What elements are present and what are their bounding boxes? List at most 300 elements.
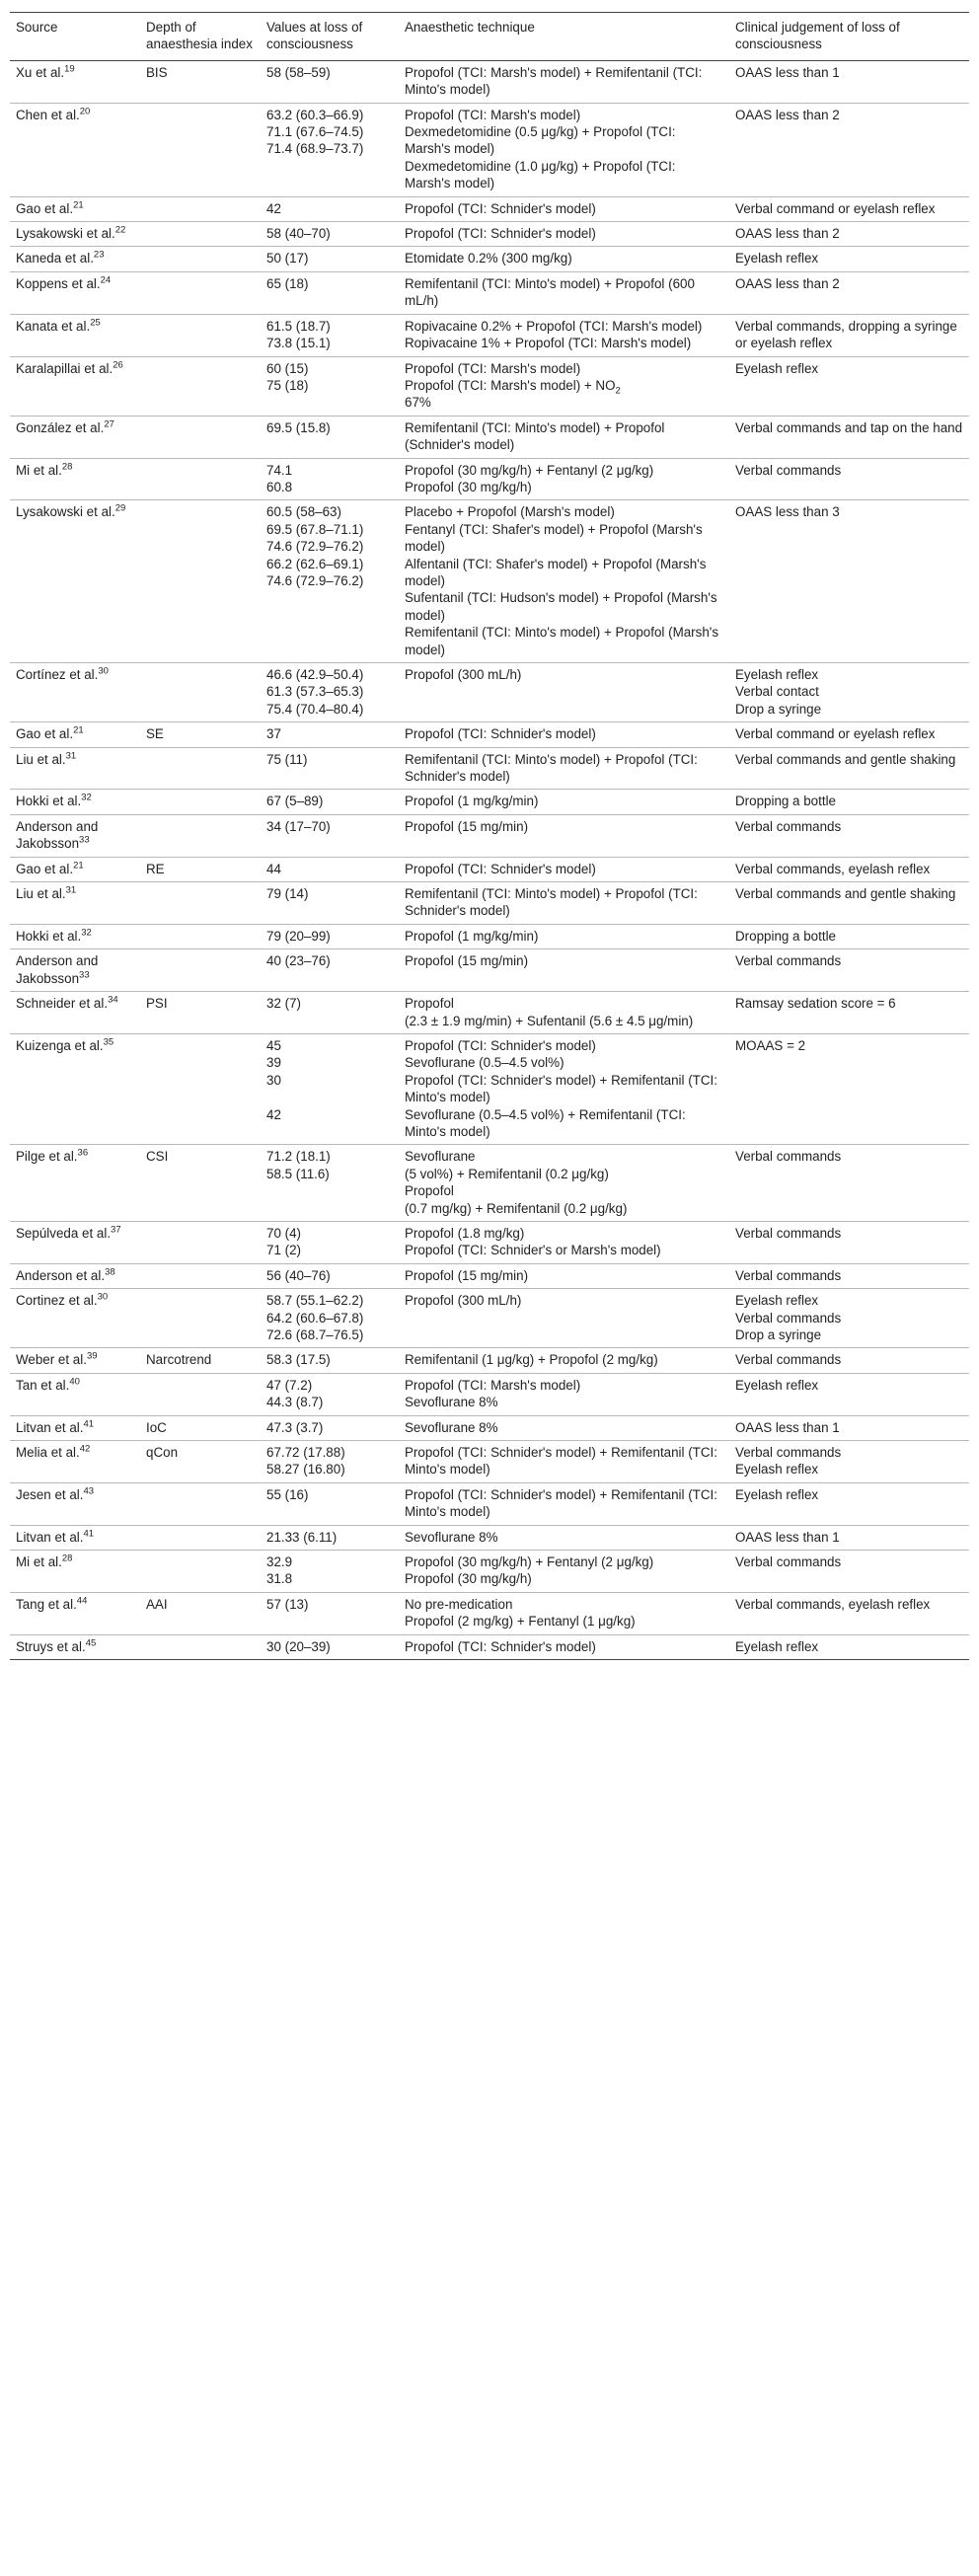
cell-judgement xyxy=(729,1145,969,1222)
cell-values xyxy=(261,500,399,663)
cell-source xyxy=(10,1145,140,1222)
technique-line: Propofol (15 mg/min) xyxy=(405,818,529,834)
cell-values xyxy=(261,814,399,857)
source-name: Weber et al. xyxy=(16,1352,87,1368)
cell-index xyxy=(140,747,261,790)
cell-judgement xyxy=(729,196,969,221)
reference-number: 27 xyxy=(104,418,114,430)
technique-line: Fentanyl (TCI: Shafer's model) + Propofol (Marsh's model) xyxy=(405,521,703,555)
cell-judgement xyxy=(729,663,969,722)
reference-number: 36 xyxy=(77,1147,89,1159)
header-judgement: Clinical judgement of loss of consciousness xyxy=(729,13,969,61)
technique-line: Propofol (TCI: Marsh's model) xyxy=(405,360,581,376)
table-row xyxy=(10,1551,969,1593)
cell-index xyxy=(140,790,261,814)
cell-index xyxy=(140,1525,261,1550)
judgement-line: Dropping a bottle xyxy=(735,794,836,809)
cell-values xyxy=(261,1348,399,1373)
table-row xyxy=(10,790,969,814)
value-line: 64.2 (60.6–67.8) xyxy=(266,1310,364,1326)
cell-source xyxy=(10,103,140,196)
cell-judgement xyxy=(729,722,969,747)
value-line: 56 (40–76) xyxy=(266,1267,331,1283)
technique-line: Propofol (TCI: Schnider's model) + Remifentanil (TCI: Minto's model) xyxy=(405,1445,717,1477)
cell-technique xyxy=(399,247,729,271)
value-line: 71 (2) xyxy=(266,1243,301,1258)
cell-judgement xyxy=(729,1033,969,1144)
cell-values xyxy=(261,1289,399,1348)
value-line: 47 (7.2) xyxy=(266,1377,313,1393)
cell-values xyxy=(261,1415,399,1440)
technique-line: Sevoflurane 8% xyxy=(405,1529,498,1545)
cell-index xyxy=(140,1221,261,1263)
technique-line: Propofol (TCI: Marsh's model) xyxy=(405,107,581,122)
technique-line: Remifentanil (TCI: Minto's model) + Propofol (600 mL/h) xyxy=(405,275,695,309)
cell-index xyxy=(140,103,261,196)
cell-technique xyxy=(399,271,729,314)
technique-line: 67% xyxy=(405,395,431,411)
cell-index xyxy=(140,663,261,722)
source-name: Gao et al. xyxy=(16,726,74,742)
cell-values xyxy=(261,314,399,356)
cell-judgement xyxy=(729,992,969,1034)
cell-index xyxy=(140,1263,261,1288)
cell-source xyxy=(10,857,140,881)
cell-index xyxy=(140,924,261,948)
value-line: 71.2 (18.1) xyxy=(266,1149,331,1165)
cell-judgement xyxy=(729,1441,969,1483)
value-line: 44.3 (8.7) xyxy=(266,1395,324,1410)
judgement-line: Verbal commands and gentle shaking xyxy=(735,886,956,902)
judgement-line: OAAS less than 1 xyxy=(735,1529,840,1545)
cell-judgement xyxy=(729,1373,969,1415)
cell-technique xyxy=(399,747,729,790)
value-line: 55 (16) xyxy=(266,1486,309,1502)
cell-technique xyxy=(399,222,729,247)
value-line: 67 (5–89) xyxy=(266,794,324,809)
cell-source xyxy=(10,458,140,500)
value-line: 46.6 (42.9–50.4) xyxy=(266,667,364,682)
value-line: 21.33 (6.11) xyxy=(266,1529,338,1545)
source-name: Tan et al. xyxy=(16,1377,70,1393)
cell-values xyxy=(261,458,399,500)
value-line: 70 (4) xyxy=(266,1225,301,1241)
cell-index: qCon xyxy=(140,1441,261,1483)
technique-line: Propofol (TCI: Schnider's model) xyxy=(405,861,596,876)
table-row xyxy=(10,222,969,247)
cell-values xyxy=(261,882,399,925)
reference-number: 25 xyxy=(90,317,101,329)
reference-number: 32 xyxy=(81,927,92,939)
cell-judgement xyxy=(729,1415,969,1440)
value-line: 32.9 xyxy=(266,1554,293,1570)
technique-line: Propofol (30 mg/kg/h) xyxy=(405,1571,532,1587)
source-name: Liu et al. xyxy=(16,886,66,902)
cell-index xyxy=(140,196,261,221)
cell-source xyxy=(10,247,140,271)
cell-values xyxy=(261,992,399,1034)
table-row xyxy=(10,1348,969,1373)
reference-number: 43 xyxy=(83,1485,95,1497)
cell-values xyxy=(261,222,399,247)
table-row xyxy=(10,992,969,1034)
technique-line: Propofol (300 mL/h) xyxy=(405,1293,522,1309)
technique-line: Sevoflurane (0.5–4.5 vol%) xyxy=(405,1055,565,1071)
technique-line: Placebo + Propofol (Marsh's model) xyxy=(405,504,615,520)
cell-technique xyxy=(399,1525,729,1550)
value-line: 44 xyxy=(266,861,281,876)
judgement-line: Eyelash reflex xyxy=(735,1293,819,1309)
technique-line: Propofol (TCI: Marsh's model) xyxy=(405,1377,581,1393)
technique-line: Sevoflurane xyxy=(405,1149,476,1165)
cell-judgement xyxy=(729,356,969,416)
technique-line: Propofol xyxy=(405,1183,454,1199)
judgement-line: Eyelash reflex xyxy=(735,1462,819,1477)
table-row xyxy=(10,1373,969,1415)
judgement-line: Eyelash reflex xyxy=(735,1486,819,1502)
table-row xyxy=(10,1525,969,1550)
cell-judgement xyxy=(729,500,969,663)
cell-technique xyxy=(399,416,729,458)
cell-technique xyxy=(399,500,729,663)
judgement-line: Verbal commands xyxy=(735,1352,842,1368)
source-name: Mi et al. xyxy=(16,462,62,478)
value-line: 74.6 (72.9–76.2) xyxy=(266,572,364,588)
reference-number: 35 xyxy=(103,1036,114,1048)
cell-source xyxy=(10,60,140,103)
technique-line: Sevoflurane 8% xyxy=(405,1395,498,1410)
technique-line: Remifentanil (TCI: Minto's model) + Propofol (Schnider's model) xyxy=(405,419,665,453)
cell-values xyxy=(261,1482,399,1525)
reference-number: 28 xyxy=(61,1553,73,1564)
value-line: 42 xyxy=(266,200,281,216)
cell-values xyxy=(261,1551,399,1593)
value-line: 34 (17–70) xyxy=(266,818,331,834)
value-line: 50 (17) xyxy=(266,251,309,266)
cell-values xyxy=(261,247,399,271)
source-name: Hokki et al. xyxy=(16,928,82,944)
technique-subscript: 2 xyxy=(615,385,621,397)
source-name: Anderson et al. xyxy=(16,1267,106,1283)
technique-line: Propofol (15 mg/min) xyxy=(405,1267,529,1283)
cell-source xyxy=(10,1348,140,1373)
judgement-line: MOAAS = 2 xyxy=(735,1037,806,1053)
cell-technique xyxy=(399,196,729,221)
judgement-line: Eyelash reflex xyxy=(735,1377,819,1393)
source-name: Cortínez et al. xyxy=(16,667,99,682)
value-line: 65 (18) xyxy=(266,275,309,291)
source-name: Schneider et al. xyxy=(16,996,109,1012)
reference-number: 33 xyxy=(79,834,90,846)
value-line: 69.5 (15.8) xyxy=(266,419,331,435)
judgement-line: Verbal commands xyxy=(735,1149,842,1165)
table-body xyxy=(10,60,969,1659)
table-row xyxy=(10,1415,969,1440)
value-line: 71.1 (67.6–74.5) xyxy=(266,124,364,140)
source-name: Mi et al. xyxy=(16,1554,62,1570)
cell-values xyxy=(261,857,399,881)
table-row xyxy=(10,196,969,221)
table-row xyxy=(10,924,969,948)
cell-values xyxy=(261,1373,399,1415)
value-line: 75.4 (70.4–80.4) xyxy=(266,701,364,717)
cell-index xyxy=(140,949,261,992)
header-values: Values at loss of consciousness xyxy=(261,13,399,61)
judgement-line: Drop a syringe xyxy=(735,1327,822,1342)
table-row xyxy=(10,1289,969,1348)
technique-line: Remifentanil (TCI: Minto's model) + Propofol (Marsh's model) xyxy=(405,625,719,657)
cell-technique xyxy=(399,663,729,722)
source-name: Karalapillai et al. xyxy=(16,360,113,376)
reference-number: 39 xyxy=(86,1350,98,1362)
cell-technique xyxy=(399,857,729,881)
cell-index xyxy=(140,458,261,500)
cell-technique xyxy=(399,949,729,992)
header-row xyxy=(10,13,969,61)
technique-line: Dexmedetomidine (1.0 μg/kg) + Propofol (TCI: Marsh's model) xyxy=(405,158,676,191)
cell-source xyxy=(10,949,140,992)
cell-technique xyxy=(399,1289,729,1348)
judgement-line: Eyelash reflex xyxy=(735,667,819,682)
table-header xyxy=(10,13,969,61)
cell-values xyxy=(261,1033,399,1144)
source-name: Gao et al. xyxy=(16,200,74,216)
reference-number: 33 xyxy=(79,969,90,981)
technique-line: Propofol (TCI: Schnider's model) + Remifentanil (TCI: Minto's model) xyxy=(405,1072,717,1105)
cell-index: SE xyxy=(140,722,261,747)
technique-line: Propofol (1 mg/kg/min) xyxy=(405,928,539,944)
cell-judgement xyxy=(729,1221,969,1263)
judgement-line: Eyelash reflex xyxy=(735,1638,819,1654)
table-row xyxy=(10,60,969,103)
cell-values xyxy=(261,271,399,314)
cell-index xyxy=(140,882,261,925)
cell-judgement xyxy=(729,247,969,271)
header-index: Depth of anaesthesia index xyxy=(140,13,261,61)
technique-line: No pre-medication xyxy=(405,1596,513,1612)
cell-judgement xyxy=(729,790,969,814)
table-row xyxy=(10,857,969,881)
cell-technique xyxy=(399,814,729,857)
header-technique: Anaesthetic technique xyxy=(399,13,729,61)
cell-values xyxy=(261,196,399,221)
cell-source xyxy=(10,500,140,663)
technique-line: Propofol (1 mg/kg/min) xyxy=(405,794,539,809)
source-name: Xu et al. xyxy=(16,64,65,80)
judgement-line: OAAS less than 1 xyxy=(735,64,840,80)
technique-line: Etomidate 0.2% (300 mg/kg) xyxy=(405,251,572,266)
source-name: Gao et al. xyxy=(16,861,74,876)
value-line: 60.5 (58–63) xyxy=(266,504,341,520)
table-row xyxy=(10,500,969,663)
cell-judgement xyxy=(729,1348,969,1373)
technique-line: Propofol (TCI: Schnider's model) xyxy=(405,1638,596,1654)
cell-judgement xyxy=(729,416,969,458)
cell-index xyxy=(140,222,261,247)
value-line: 30 (20–39) xyxy=(266,1638,331,1654)
cell-technique xyxy=(399,1482,729,1525)
cell-judgement xyxy=(729,314,969,356)
source-name: Anderson and Jakobsson xyxy=(16,818,99,852)
value-line: 60 (15) xyxy=(266,360,309,376)
reference-number: 45 xyxy=(85,1637,97,1649)
cell-index xyxy=(140,1482,261,1525)
value-line: 58.27 (16.80) xyxy=(266,1462,345,1477)
source-name: Lysakowski et al. xyxy=(16,504,115,520)
value-line: 40 (23–76) xyxy=(266,953,331,969)
reference-number: 20 xyxy=(79,106,91,117)
table-row xyxy=(10,747,969,790)
cell-source xyxy=(10,882,140,925)
cell-index xyxy=(140,247,261,271)
reference-number: 19 xyxy=(64,63,75,75)
cell-values xyxy=(261,663,399,722)
technique-line: Propofol (TCI: Schnider's model) xyxy=(405,226,596,242)
cell-index xyxy=(140,271,261,314)
technique-line: (0.7 mg/kg) + Remifentanil (0.2 μg/kg) xyxy=(405,1200,628,1216)
table-row xyxy=(10,247,969,271)
technique-line: Propofol (30 mg/kg/h) + Fentanyl (2 μg/kg) xyxy=(405,1554,654,1570)
technique-line: Propofol (TCI: Schnider's model) xyxy=(405,726,596,742)
cell-values xyxy=(261,924,399,948)
cell-index xyxy=(140,1634,261,1659)
cell-judgement xyxy=(729,1289,969,1348)
judgement-line: Verbal contact xyxy=(735,684,819,700)
source-name: Tang et al. xyxy=(16,1596,77,1612)
value-line: 61.5 (18.7) xyxy=(266,318,331,334)
table-row xyxy=(10,356,969,416)
technique-line: Propofol (15 mg/min) xyxy=(405,953,529,969)
technique-line: Remifentanil (TCI: Minto's model) + Propofol (TCI: Schnider's model) xyxy=(405,751,698,785)
source-name: Pilge et al. xyxy=(16,1149,78,1165)
cell-values xyxy=(261,416,399,458)
cell-values xyxy=(261,1221,399,1263)
cell-index xyxy=(140,814,261,857)
judgement-line: Drop a syringe xyxy=(735,701,822,717)
technique-line: Sevoflurane 8% xyxy=(405,1419,498,1435)
table-row xyxy=(10,314,969,356)
technique-line: Propofol xyxy=(405,996,454,1012)
value-line: 74.6 (72.9–76.2) xyxy=(266,539,364,555)
cell-judgement xyxy=(729,458,969,500)
cell-source xyxy=(10,196,140,221)
source-name: Litvan et al. xyxy=(16,1419,84,1435)
cell-index xyxy=(140,356,261,416)
cell-source xyxy=(10,747,140,790)
value-line: 73.8 (15.1) xyxy=(266,336,331,351)
cell-technique xyxy=(399,458,729,500)
value-line: 69.5 (67.8–71.1) xyxy=(266,521,364,537)
value-line: 79 (20–99) xyxy=(266,928,331,944)
cell-source xyxy=(10,790,140,814)
source-name: González et al. xyxy=(16,419,105,435)
judgement-line: Verbal commands xyxy=(735,1445,842,1461)
cell-judgement xyxy=(729,747,969,790)
value-line: 63.2 (60.3–66.9) xyxy=(266,107,364,122)
cell-judgement xyxy=(729,1263,969,1288)
cell-values xyxy=(261,1525,399,1550)
cell-source xyxy=(10,1033,140,1144)
source-name: Liu et al. xyxy=(16,751,66,767)
cell-source xyxy=(10,1289,140,1348)
value-line: 66.2 (62.6–69.1) xyxy=(266,556,364,571)
cell-judgement xyxy=(729,271,969,314)
reference-number: 44 xyxy=(76,1595,88,1607)
technique-line: (5 vol%) + Remifentanil (0.2 μg/kg) xyxy=(405,1166,609,1181)
cell-judgement xyxy=(729,1634,969,1659)
cell-judgement xyxy=(729,1482,969,1525)
cell-technique xyxy=(399,314,729,356)
cell-technique xyxy=(399,924,729,948)
cell-values xyxy=(261,1441,399,1483)
judgement-line: OAAS less than 2 xyxy=(735,107,840,122)
cell-index: RE xyxy=(140,857,261,881)
technique-line: Propofol (TCI: Marsh's model) + $NO_2$ xyxy=(405,377,621,397)
value-line: 32 (7) xyxy=(266,996,301,1012)
table-row xyxy=(10,882,969,925)
cell-source xyxy=(10,1482,140,1525)
technique-line: Propofol (30 mg/kg/h) xyxy=(405,479,532,494)
cell-source xyxy=(10,924,140,948)
judgement-line: OAAS less than 3 xyxy=(735,504,840,520)
cell-source xyxy=(10,1221,140,1263)
cell-index: AAI xyxy=(140,1592,261,1634)
cell-judgement xyxy=(729,949,969,992)
cell-technique xyxy=(399,1263,729,1288)
table-row xyxy=(10,1634,969,1659)
cell-source xyxy=(10,1634,140,1659)
table-row xyxy=(10,103,969,196)
reference-number: 34 xyxy=(108,994,118,1006)
value-line: 30 xyxy=(266,1072,281,1088)
source-name: Kanata et al. xyxy=(16,318,91,334)
technique-line: Remifentanil (1 μg/kg) + Propofol (2 mg/kg) xyxy=(405,1352,658,1368)
cell-technique xyxy=(399,1441,729,1483)
cell-index xyxy=(140,500,261,663)
value-line: 58.7 (55.1–62.2) xyxy=(266,1293,364,1309)
reference-number: 32 xyxy=(81,792,92,803)
cell-index xyxy=(140,1373,261,1415)
source-name: Cortinez et al. xyxy=(16,1293,98,1309)
reference-number: 37 xyxy=(111,1224,121,1236)
judgement-line: Verbal commands and tap on the hand xyxy=(735,419,963,435)
value-line: 58 (40–70) xyxy=(266,226,331,242)
source-name: Lysakowski et al. xyxy=(16,226,115,242)
value-line: 67.72 (17.88) xyxy=(266,1445,345,1461)
reference-number: 21 xyxy=(73,199,84,211)
judgement-line: Verbal commands xyxy=(735,1554,842,1570)
cell-values xyxy=(261,747,399,790)
value-line: 47.3 (3.7) xyxy=(266,1419,324,1435)
cell-technique xyxy=(399,1592,729,1634)
technique-line: Propofol (30 mg/kg/h) + Fentanyl (2 μg/kg) xyxy=(405,462,654,478)
cell-source xyxy=(10,356,140,416)
cell-technique xyxy=(399,103,729,196)
source-name: Chen et al. xyxy=(16,107,80,122)
technique-line: Propofol (TCI: Schnider's model) xyxy=(405,1037,596,1053)
cell-judgement xyxy=(729,814,969,857)
cell-judgement xyxy=(729,1525,969,1550)
reference-number: 30 xyxy=(98,665,109,677)
reference-number: 31 xyxy=(65,750,77,762)
cell-technique xyxy=(399,1551,729,1593)
cell-technique xyxy=(399,60,729,103)
technique-line: Propofol (300 mL/h) xyxy=(405,667,522,682)
source-name: Sepúlveda et al. xyxy=(16,1225,112,1241)
judgement-line: Verbal command or eyelash reflex xyxy=(735,200,936,216)
technique-line: Ropivacaine 0.2% + Propofol (TCI: Marsh's model) xyxy=(405,318,703,334)
cell-values xyxy=(261,949,399,992)
